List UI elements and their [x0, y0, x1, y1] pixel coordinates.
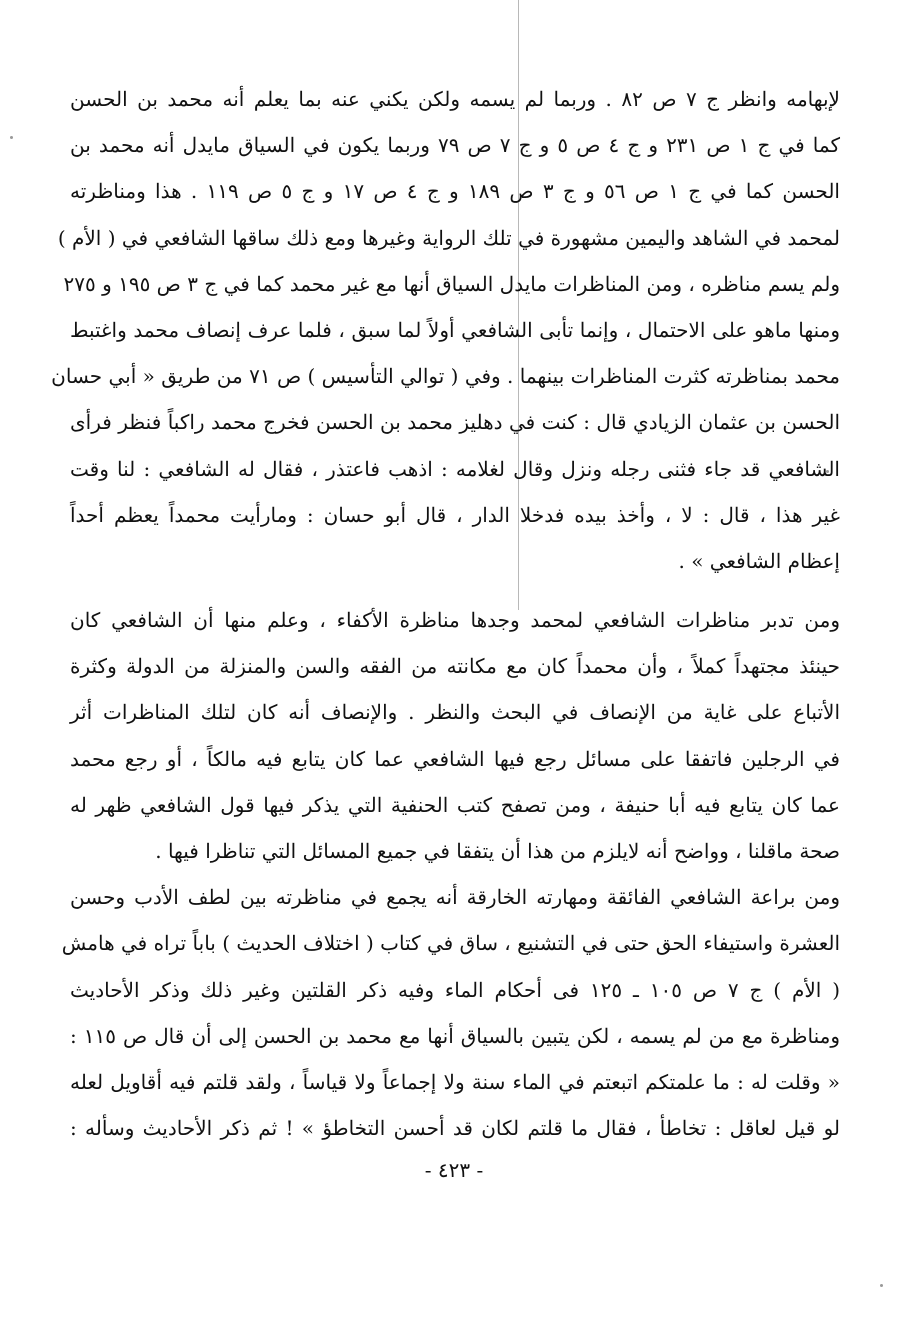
text-line: الحسن كما في ج ١ ص ٥٦ و ج ٣ ص ١٨٩ و ج ٤ ص ١٧ و ج ٥ ص ١١٩ . هذا ومناظرته — [70, 179, 840, 204]
text-line: الحسن بن عثمان الزيادي قال : كنت في دهليز محمد بن الحسن فخرج محمد راكباً فنظر فرأى — [70, 410, 840, 435]
text-line: إعظام الشافعي » . — [678, 548, 840, 573]
text-line: ولم يسم مناظره ، ومن المناظرات مايدل السياق أنها مع غير محمد كما في ج ٣ ص ١٩٥ و ٢٧٥ — [63, 271, 840, 296]
text-line: الشافعي قد جاء فثنى رجله ونزل وقال لغلامه : اذهب فاعتذر ، فقال له الشافعي : لنا وقت — [70, 456, 840, 481]
text-line: ومناظرة مع من لم يسمه ، لكن يتبين بالسياق أنها مع محمد بن الحسن إلى أن قال ص ١١٥ : — [70, 1023, 840, 1048]
scan-speck — [880, 1284, 883, 1287]
text-line: لمحمد في الشاهد واليمين مشهورة في تلك الرواية وغيرها ومع ذلك ساقها الشافعي في ( الأم ) — [57, 225, 840, 250]
text-line: العشرة واستيفاء الحق حتى في التشنيع ، ساق في كتاب ( اختلاف الحديث ) باباً تراه في هامش — [61, 931, 840, 956]
text-line: لو قيل لعاقل : تخاطأ ، فقال ما قلتم لكان قد أحسن التخاطؤ » ! ثم ذكر الأحاديث وسأله : — [70, 1116, 840, 1141]
text-line: ( الأم ) ج ٧ ص ١٠٥ ـ ١٢٥ فى أحكام الماء وفيه ذكر القلتين وغير ذلك وذكر الأحاديث — [70, 977, 840, 1002]
text-line: ومنها ماهو على الاحتمال ، وإنما تأبى الشافعي أولاً لما سبق ، فلما عرف إنصاف محمد واغتبط — [70, 317, 840, 342]
text-line: غير هذا ، قال : لا ، وأخذ بيده فدخلا الدار ، قال أبو حسان : ومارأيت محمداً يعظم أحداً — [70, 502, 840, 527]
text-line: الأتباع على غاية من الإنصاف في البحث والنظر . والإنصاف أنه كان لتلك المناظرات أثر — [70, 700, 840, 725]
text-line: ومن براعة الشافعي الفائقة ومهارته الخارقة أنه يجمع في مناظرته بين لطف الأدب وحسن — [70, 885, 840, 910]
text-line: « وقلت له : ما علمتكم اتبعتم في الماء سنة ولا إجماعاً ولا قياساً ، ولقد قلتم فيه أقاويل لعله — [70, 1069, 840, 1094]
text-line: لإبهامه وانظر ج ٧ ص ٨٢ . وربما لم يسمه ولكن يكني عنه بما يعلم أنه محمد بن الحسن — [70, 87, 840, 111]
page-number: - ٤٢٣ - — [424, 1158, 484, 1182]
paragraph-2 — [61, 597, 840, 1151]
text-line: صحة ماقلنا ، وواضح أنه لايلزم من هذا أن يتفقا في جميع المسائل التي تناظرا فيها . — [155, 838, 840, 863]
text-line: محمد بمناظرته كثرت المناظرات بينهما . وفي ( توالي التأسيس ) ص ٧١ من طريق « أبي حسان — [51, 364, 840, 389]
text-line: كما في ج ١ ص ٢٣١ و ج ٤ ص ٥ و ج ٧ ص ٧٩ وربما يكون في السياق مايدل أنه محمد بن — [70, 133, 840, 158]
paragraph-1 — [51, 76, 840, 584]
scan-speck — [10, 136, 13, 139]
text-line: في الرجلين فاتفقا على مسائل رجع فيها الشافعي عما كان يتابع فيه مالكاً ، أو رجع محمد — [70, 746, 840, 771]
text-line: ومن تدبر مناظرات الشافعي لمحمد وجدها مناظرة الأكفاء ، وعلم منها أن الشافعي كان — [70, 608, 840, 632]
text-line: عما كان يتابع فيه أبا حنيفة ، ومن تصفح كتب الحنفية التي يذكر فيها قول الشافعي ظهر له — [70, 792, 840, 817]
text-line: حينئذ مجتهداً كملاً ، وأن محمداً كان مع مكانته من الفقه والسن والمنزلة من الدولة وكثرة — [70, 654, 840, 679]
